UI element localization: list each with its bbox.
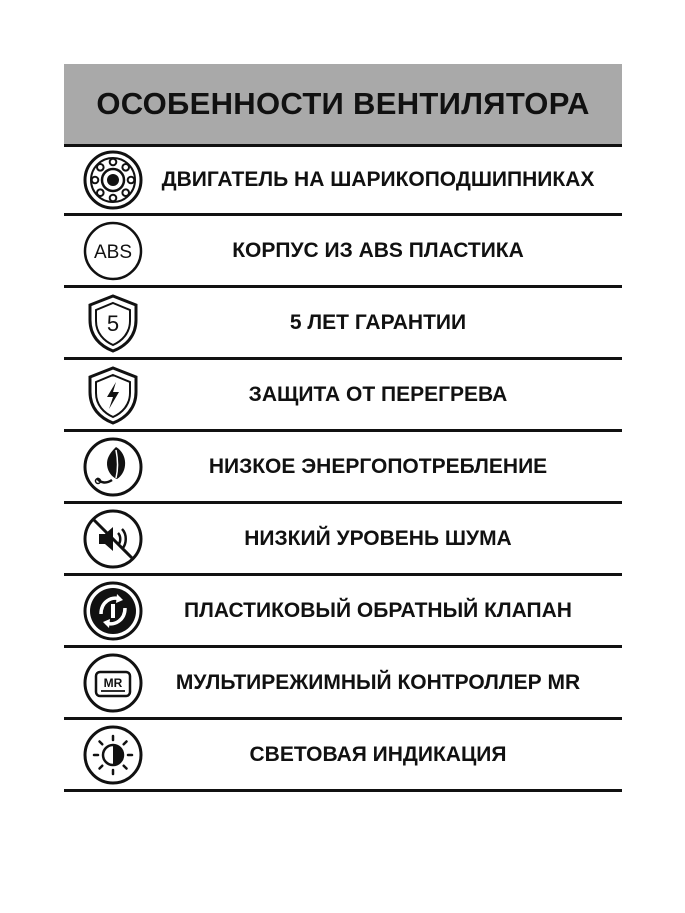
feature-label: КОРПУС ИЗ ABS ПЛАСТИКА xyxy=(232,238,524,262)
feature-row-warranty xyxy=(64,288,622,360)
feature-row-overheat xyxy=(64,360,622,432)
feature-row-bearing xyxy=(64,144,622,216)
warranty-shield-icon xyxy=(82,292,144,354)
light-indicator-icon xyxy=(82,724,144,786)
feature-label: СВЕТОВАЯ ИНДИКАЦИЯ xyxy=(249,742,507,766)
svg-text:MR: MR xyxy=(103,675,123,690)
feature-label: 5 ЛЕТ ГАРАНТИИ xyxy=(289,310,467,334)
feature-label: НИЗКИЙ УРОВЕНЬ ШУМА xyxy=(244,526,512,550)
abs-icon xyxy=(82,220,144,282)
page-title: ОСОБЕННОСТИ ВЕНТИЛЯТОРА xyxy=(96,86,590,121)
feature-row-abs xyxy=(64,216,622,288)
low-noise-icon xyxy=(82,508,144,570)
controller-mr-icon xyxy=(82,652,144,714)
feature-row-controller xyxy=(64,648,622,720)
header-bar xyxy=(64,64,622,144)
overheat-shield-icon xyxy=(82,364,144,426)
svg-text:5: 5 xyxy=(106,310,120,336)
feature-label: НИЗКОЕ ЭНЕРГОПОТРЕБЛЕНИЕ xyxy=(208,454,548,478)
feature-label: МУЛЬТИРЕЖИМНЫЙ КОНТРОЛЛЕР MR xyxy=(175,670,581,694)
feature-row-valve xyxy=(64,576,622,648)
features-panel xyxy=(64,64,622,792)
eco-leaf-icon xyxy=(82,436,144,498)
svg-text:ABS: ABS xyxy=(93,241,133,263)
check-valve-icon xyxy=(82,580,144,642)
feature-row-light xyxy=(64,720,622,792)
ball-bearing-icon xyxy=(82,149,144,211)
feature-row-noise xyxy=(64,504,622,576)
feature-label: ПЛАСТИКОВЫЙ ОБРАТНЫЙ КЛАПАН xyxy=(184,598,572,622)
feature-label: ДВИГАТЕЛЬ НА ШАРИКОПОДШИПНИКАХ xyxy=(161,168,595,191)
feature-row-eco xyxy=(64,432,622,504)
feature-label: ЗАЩИТА ОТ ПЕРЕГРЕВА xyxy=(248,382,508,406)
